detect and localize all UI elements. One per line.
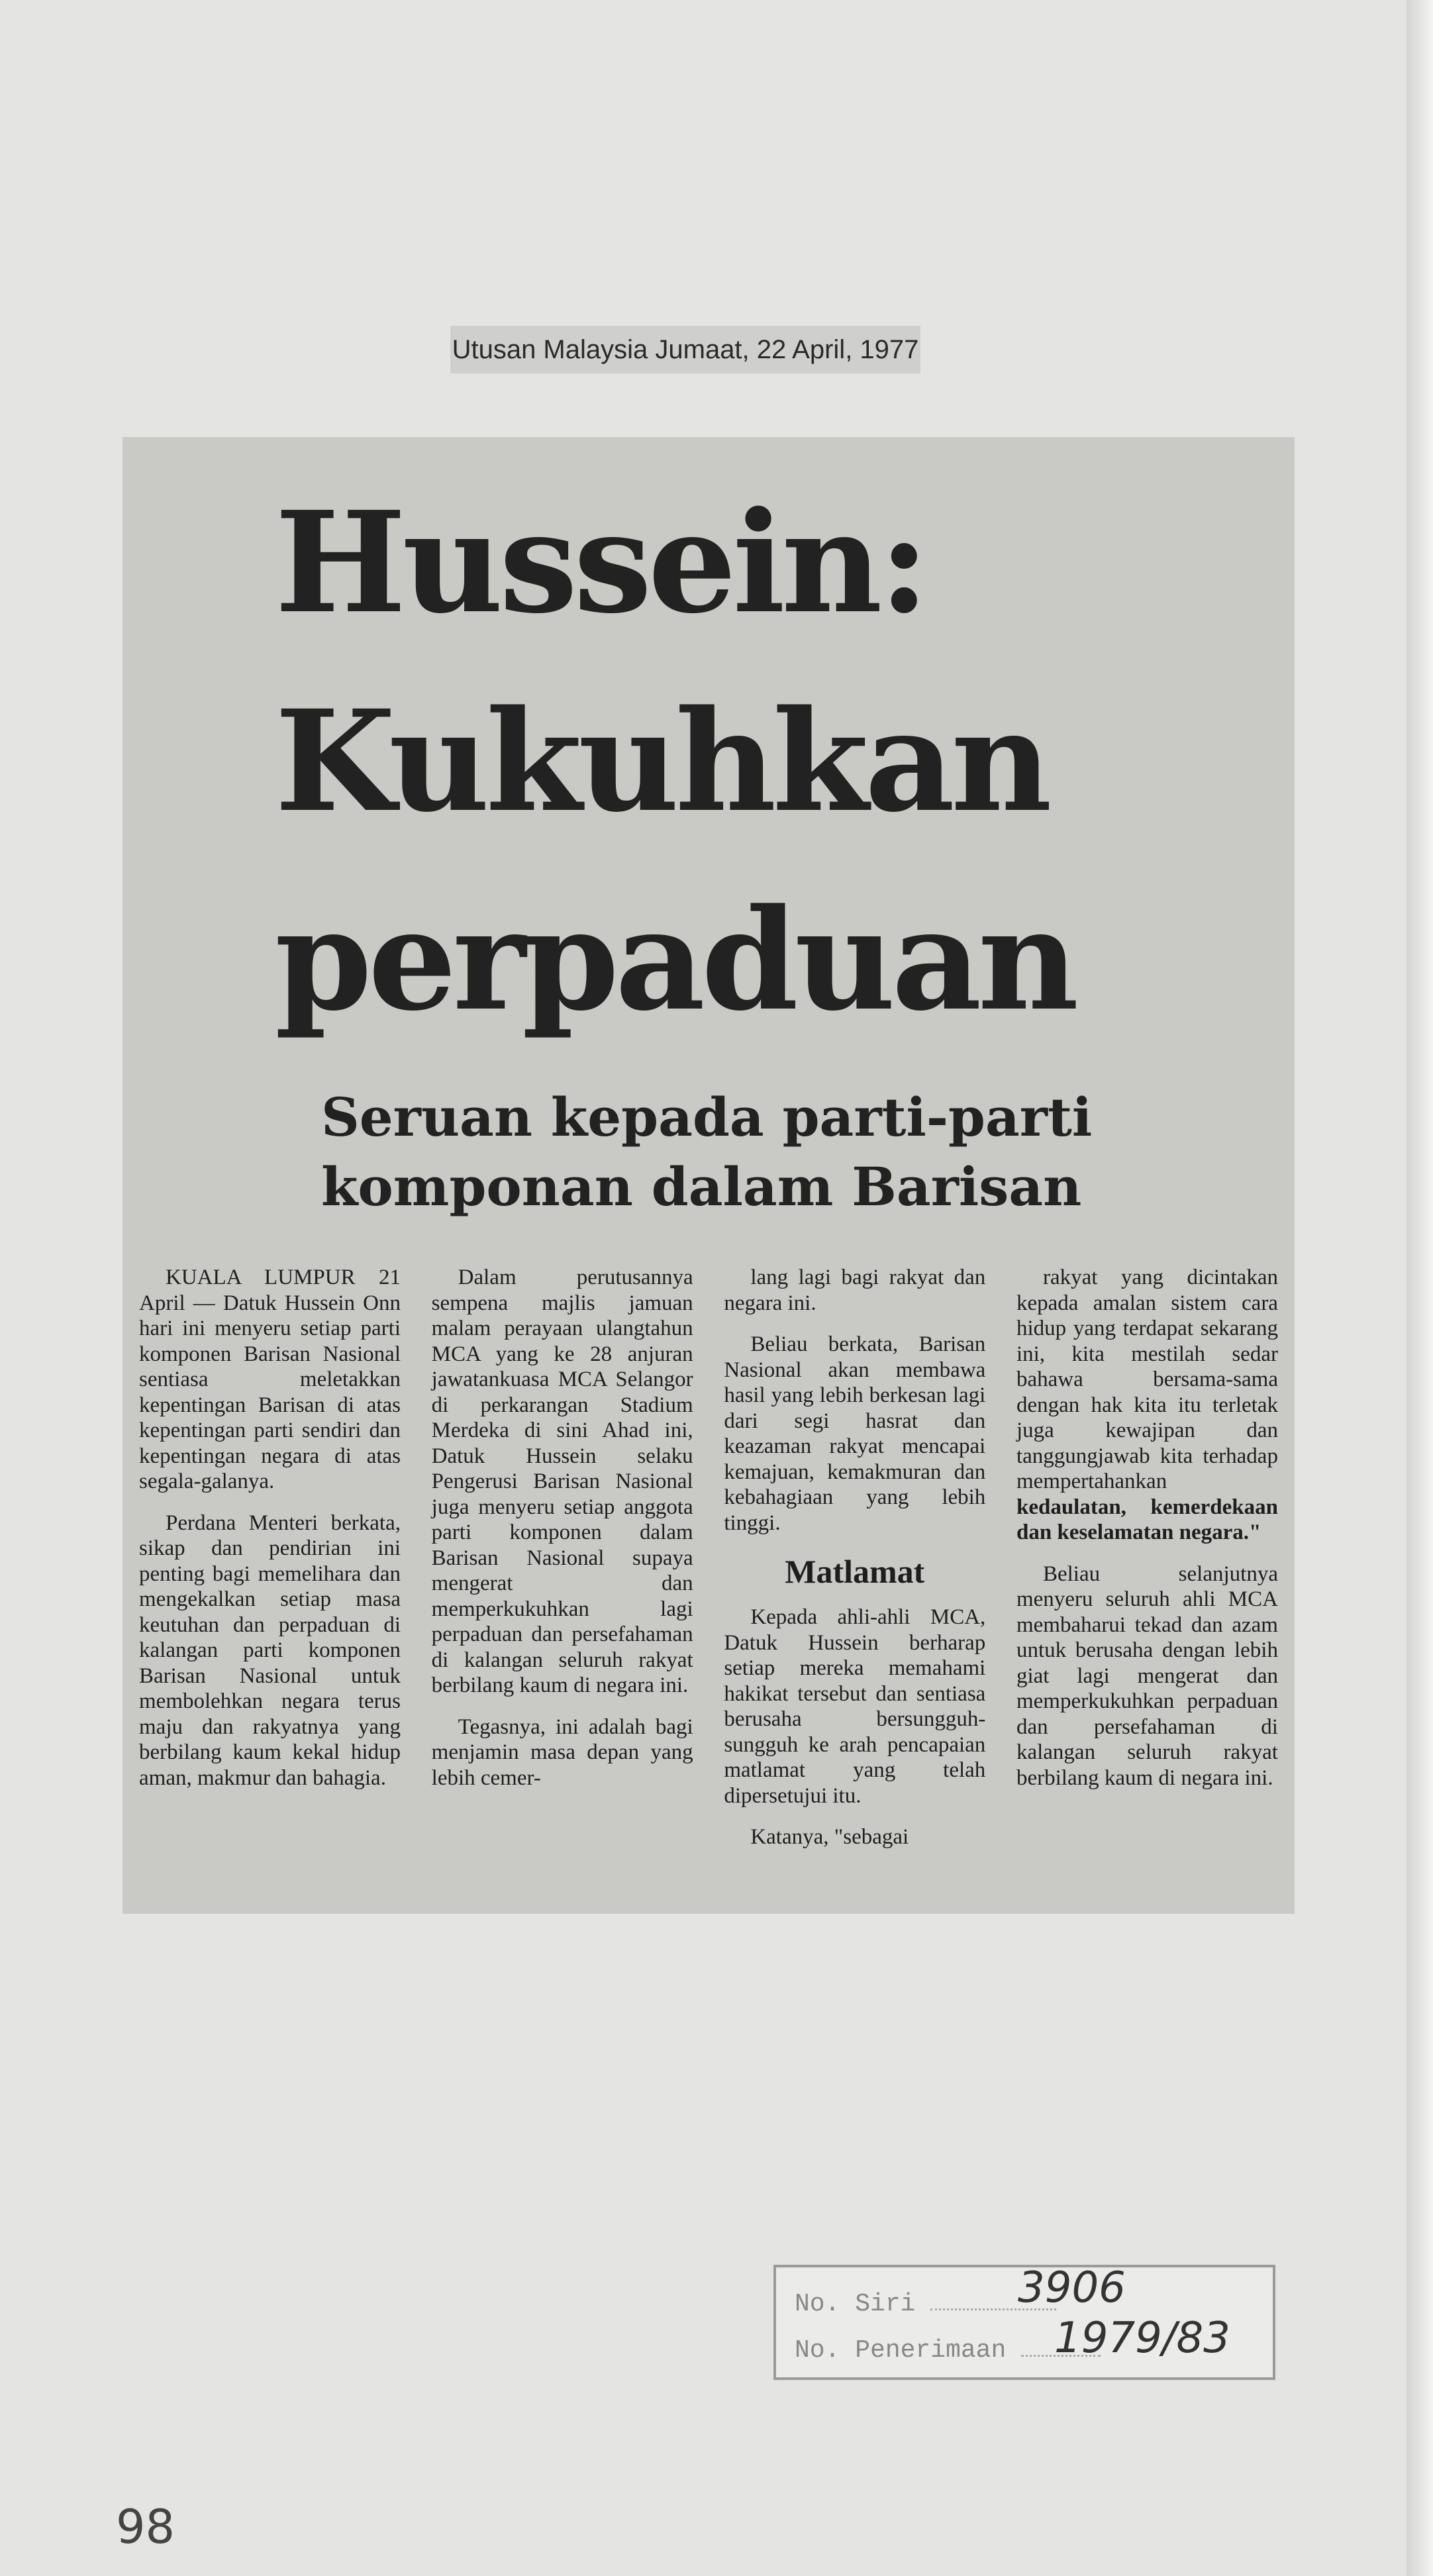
article-body — [139, 1265, 1278, 1894]
headline-line-2: Kukuhkan — [275, 679, 1048, 843]
source-label: Utusan Malaysia Jumaat, 22 April, 1977 — [450, 326, 920, 373]
paragraph: Dalam perutusannya sempena majlis jamuan malam perayaan ulangtahun MCA yang ke 28 anjuran jawatankuasa MCA Selangor di perkarangan Stadium Merdeka di sini Ahad ini, Datuk Hussein selaku Pengerusi Barisan Nasional juga menyeru setiap anggota parti komponen dalam Barisan Nasional supaya mengerat dan memperkukuhkan lagi perpaduan dan persefahaman di kalangan seluruh rakyat berbilang kaum di negara ini. — [431, 1265, 693, 1697]
newspaper-clipping — [123, 437, 1295, 1914]
article-column-3 — [724, 1265, 985, 1894]
paragraph — [1016, 1265, 1278, 1546]
paragraph-text: rakyat yang dicintakan kepada amalan sistem cara hidup yang terdapat sekarang ini, kita mestilah sedar bahawa bersama-sama dengan hak kita itu terletak juga kewajipan dan tanggungjawab kita terhadap mempertahankan — [1016, 1265, 1278, 1493]
headline-line-3: perpaduan — [275, 878, 1075, 1042]
paragraph: Katanya, "sebagai — [750, 1825, 909, 1849]
article-column-1 — [139, 1265, 401, 1894]
stamp-siri-label: No. Siri — [795, 2290, 916, 2318]
stamp-siri-value: 3906 — [1018, 2263, 1126, 2312]
paragraph: Beliau berkata, Barisan Nasional akan membawa hasil yang lebih berkesan lagi dari segi hasrat dan keazaman rakyat mencapai kemajuan, kemakmuran dan kebahagiaan yang lebih tinggi. — [724, 1332, 986, 1535]
subheadline-line-1: Seruan kepada parti-parti — [321, 1086, 1093, 1148]
subheadline — [321, 1083, 1092, 1222]
paragraph: KUALA LUMPUR 21 April — Datuk Hussein Onn hari ini menyeru setiap parti komponen Barisan Nasional sentiasa meletakkan kepentingan Barisan di atas kepentingan parti sendiri dan kepentingan negara di atas segala-galanya. — [139, 1265, 401, 1493]
stamp-penerimaan-label: No. Penerimaan — [795, 2336, 1007, 2365]
article-column-4 — [1016, 1265, 1278, 1894]
page-edge — [1407, 0, 1433, 2576]
stamp-penerimaan-value: 1979/83 — [1054, 2314, 1230, 2363]
archive-stamp — [773, 2265, 1275, 2380]
paragraph: Tegasnya, ini adalah bagi menjamin masa depan yang lebih cemer- — [431, 1714, 693, 1790]
headline — [275, 464, 1075, 1060]
paragraph-bold-text: kedaulatan, kemerdekaan dan keselamatan negara." — [1016, 1495, 1278, 1544]
stamp-row-siri — [795, 2290, 1056, 2318]
paragraph: Kepada ahli-ahli MCA, Datuk Hussein berharap setiap mereka memahami hakikat tersebut dan sentiasa berusaha bersungguh-sungguh ke arah pencapaian matlamat yang telah dipersetujui itu. — [724, 1605, 986, 1808]
subheadline-line-2: komponan dalam Barisan — [321, 1156, 1082, 1218]
paragraph: Perdana Menteri berkata, sikap dan pendirian ini penting bagi memelihara dan mengekalkan setiap masa keutuhan dan perpaduan di kalangan parti komponen Barisan Nasional untuk membolehkan negara terus maju dan rakyatnya yang berbilang kaum kekal hidup aman, makmur dan bahagia. — [139, 1511, 401, 1790]
paragraph: lang lagi bagi rakyat dan negara ini. — [724, 1265, 986, 1315]
page-number: 98 — [116, 2500, 175, 2554]
headline-line-1: Hussein: — [275, 481, 926, 644]
section-heading: Matlamat — [785, 1553, 925, 1590]
article-column-2 — [432, 1265, 693, 1894]
paragraph: Beliau selanjutnya menyeru seluruh ahli MCA membaharui tekad dan azam untuk berusaha dengan lebih giat lagi mengerat dan memperkukuhkan perpaduan dan persefahaman di kalangan seluruh rakyat berbilang kaum di negara ini. — [1016, 1561, 1278, 1790]
